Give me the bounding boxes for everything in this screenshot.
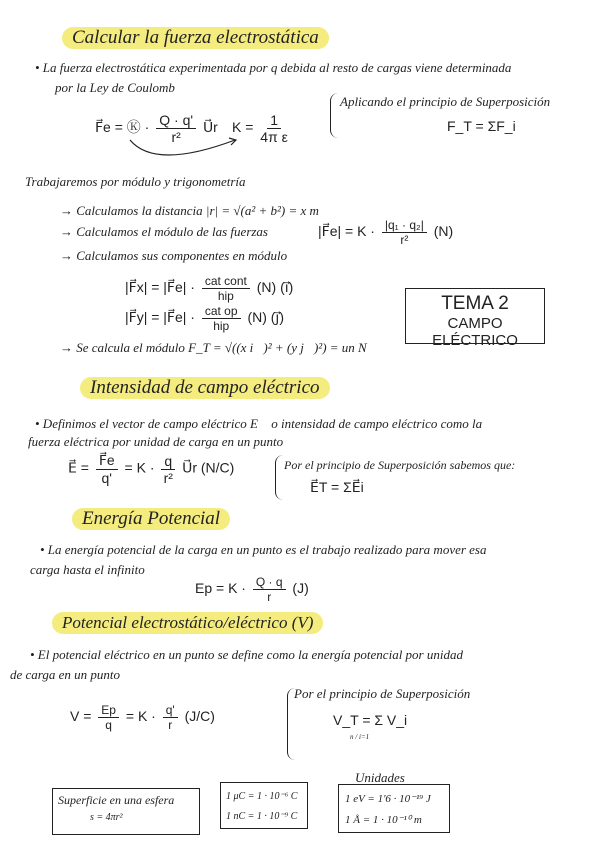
formula: E⃗T = ΣE⃗i: [310, 479, 364, 495]
text: • Definimos el vector de campo eléctrico E⃗ o intensidad de campo eléctrico como la: [35, 416, 483, 431]
denominator: q': [101, 470, 112, 486]
text: de carga en un punto: [10, 667, 120, 682]
text: carga hasta el infinito: [30, 562, 145, 577]
formula-part: U⃗r: [202, 119, 218, 136]
units-box: [338, 784, 450, 833]
numerator: 1: [267, 112, 281, 129]
text: 1 μC = 1 · 10⁻⁶ C: [226, 791, 298, 802]
text: Por el principio de Superposición sabemos que:: [284, 458, 516, 472]
formula: [125, 274, 293, 303]
numerator: q: [161, 453, 175, 470]
formula-part: |F⃗y| = |F⃗e| ·: [125, 309, 195, 326]
unit: (J): [292, 580, 309, 597]
formula: s = 4πr²: [90, 812, 123, 823]
text: Trabajaremos por módulo y trigonometría: [25, 174, 246, 189]
sum-limits: n / i=1: [350, 733, 370, 741]
numerator: Ep: [98, 703, 119, 718]
denominator: r: [168, 718, 173, 732]
numerator: q': [163, 703, 178, 718]
denominator: 4π ε: [260, 129, 288, 145]
formula-part: |F⃗x| = |F⃗e| ·: [125, 279, 195, 296]
formula-part: Ep = K ·: [195, 580, 246, 597]
section-title-energia: Energía Potencial: [72, 508, 230, 530]
step: → Se calcula el módulo F_T = √((x i⃗)² + (y j⃗)²) = un N: [60, 340, 367, 355]
text: 1 nC = 1 · 10⁻⁹ C: [226, 811, 298, 822]
formula: F_T = ΣF_i: [447, 118, 516, 134]
arrow-icon: [125, 135, 245, 165]
text: fuerza eléctrica por unidad de carga en un punto: [28, 434, 284, 449]
denominator: q: [105, 718, 112, 732]
text: Aplicando el principio de Superposición: [340, 94, 551, 109]
unit: (N) (j⃗): [247, 309, 284, 326]
step: → Calculamos sus componentes en módulo: [60, 248, 288, 263]
potential-formula: [70, 703, 215, 732]
denominator: r: [267, 590, 272, 604]
numerator: F⃗e: [96, 452, 118, 470]
unit: (J/C): [184, 708, 215, 725]
energy-formula: [195, 575, 309, 604]
tema-box: [405, 288, 545, 349]
tema-number: TEMA 2: [441, 293, 509, 314]
unit: (N) (i⃗): [256, 279, 294, 296]
brace: [330, 93, 338, 138]
denominator: r²: [163, 469, 173, 486]
denominator: r²: [400, 233, 409, 247]
text: por la Ley de Coulomb: [55, 80, 175, 95]
step: → Calculamos el módulo de las fuerzas: [60, 224, 268, 239]
text: • La energía potencial de la carga en un punto es el trabajo realizado para mover esa: [40, 542, 487, 557]
unit: (N): [433, 223, 454, 240]
step: → Calculamos la distancia |r| = √(a² + b²) = x m: [60, 203, 319, 218]
formula-part: = K ·: [124, 459, 155, 476]
charge-units-box: [220, 782, 308, 829]
formula-part: V =: [70, 708, 92, 725]
field-formula: [68, 452, 234, 486]
formula-part: |F⃗e| = K ·: [318, 223, 375, 240]
formula-part: E⃗ =: [68, 459, 89, 476]
formula: V_T = Σ V_i: [333, 712, 408, 728]
text: • El potencial eléctrico en un punto se define como la energía potencial por unidad: [30, 647, 463, 662]
tema-title: CAMPO ELÉCTRICO: [432, 315, 518, 349]
numerator: cat cont: [202, 274, 250, 289]
sphere-box: [52, 788, 200, 835]
section-title-intensidad: Intensidad de campo eléctrico: [80, 377, 330, 399]
text: • La fuerza electrostática experimentada por q debida al resto de cargas viene determinada: [35, 60, 512, 75]
brace: [275, 455, 283, 500]
formula-part: F⃗e = Ⓚ ·: [95, 119, 150, 136]
text: Por el principio de Superposición: [294, 686, 471, 701]
units-title: Unidades: [355, 770, 405, 785]
section-title-fuerza: Calcular la fuerza electrostática: [62, 27, 329, 49]
text: 1 Å = 1 · 10⁻¹⁰ m: [345, 814, 422, 826]
denominator: r²: [171, 129, 181, 145]
formula: [318, 218, 453, 247]
denominator: hip: [217, 289, 234, 303]
numerator: Q · q: [253, 575, 286, 590]
formula: [125, 304, 284, 333]
text: Superficie en una esfera: [58, 793, 175, 807]
text: 1 eV = 1'6 · 10⁻¹⁹ J: [345, 793, 431, 805]
numerator: |q₁ · q₂|: [382, 218, 427, 233]
formula-part: = K ·: [125, 708, 156, 725]
numerator: cat op: [202, 304, 241, 319]
denominator: hip: [213, 319, 230, 333]
numerator: Q · q': [156, 112, 196, 129]
section-title-potencial: Potencial electrostático/eléctrico (V): [52, 612, 323, 634]
formula-part: K =: [232, 119, 254, 136]
formula-part: U⃗r (N/C): [182, 459, 235, 476]
